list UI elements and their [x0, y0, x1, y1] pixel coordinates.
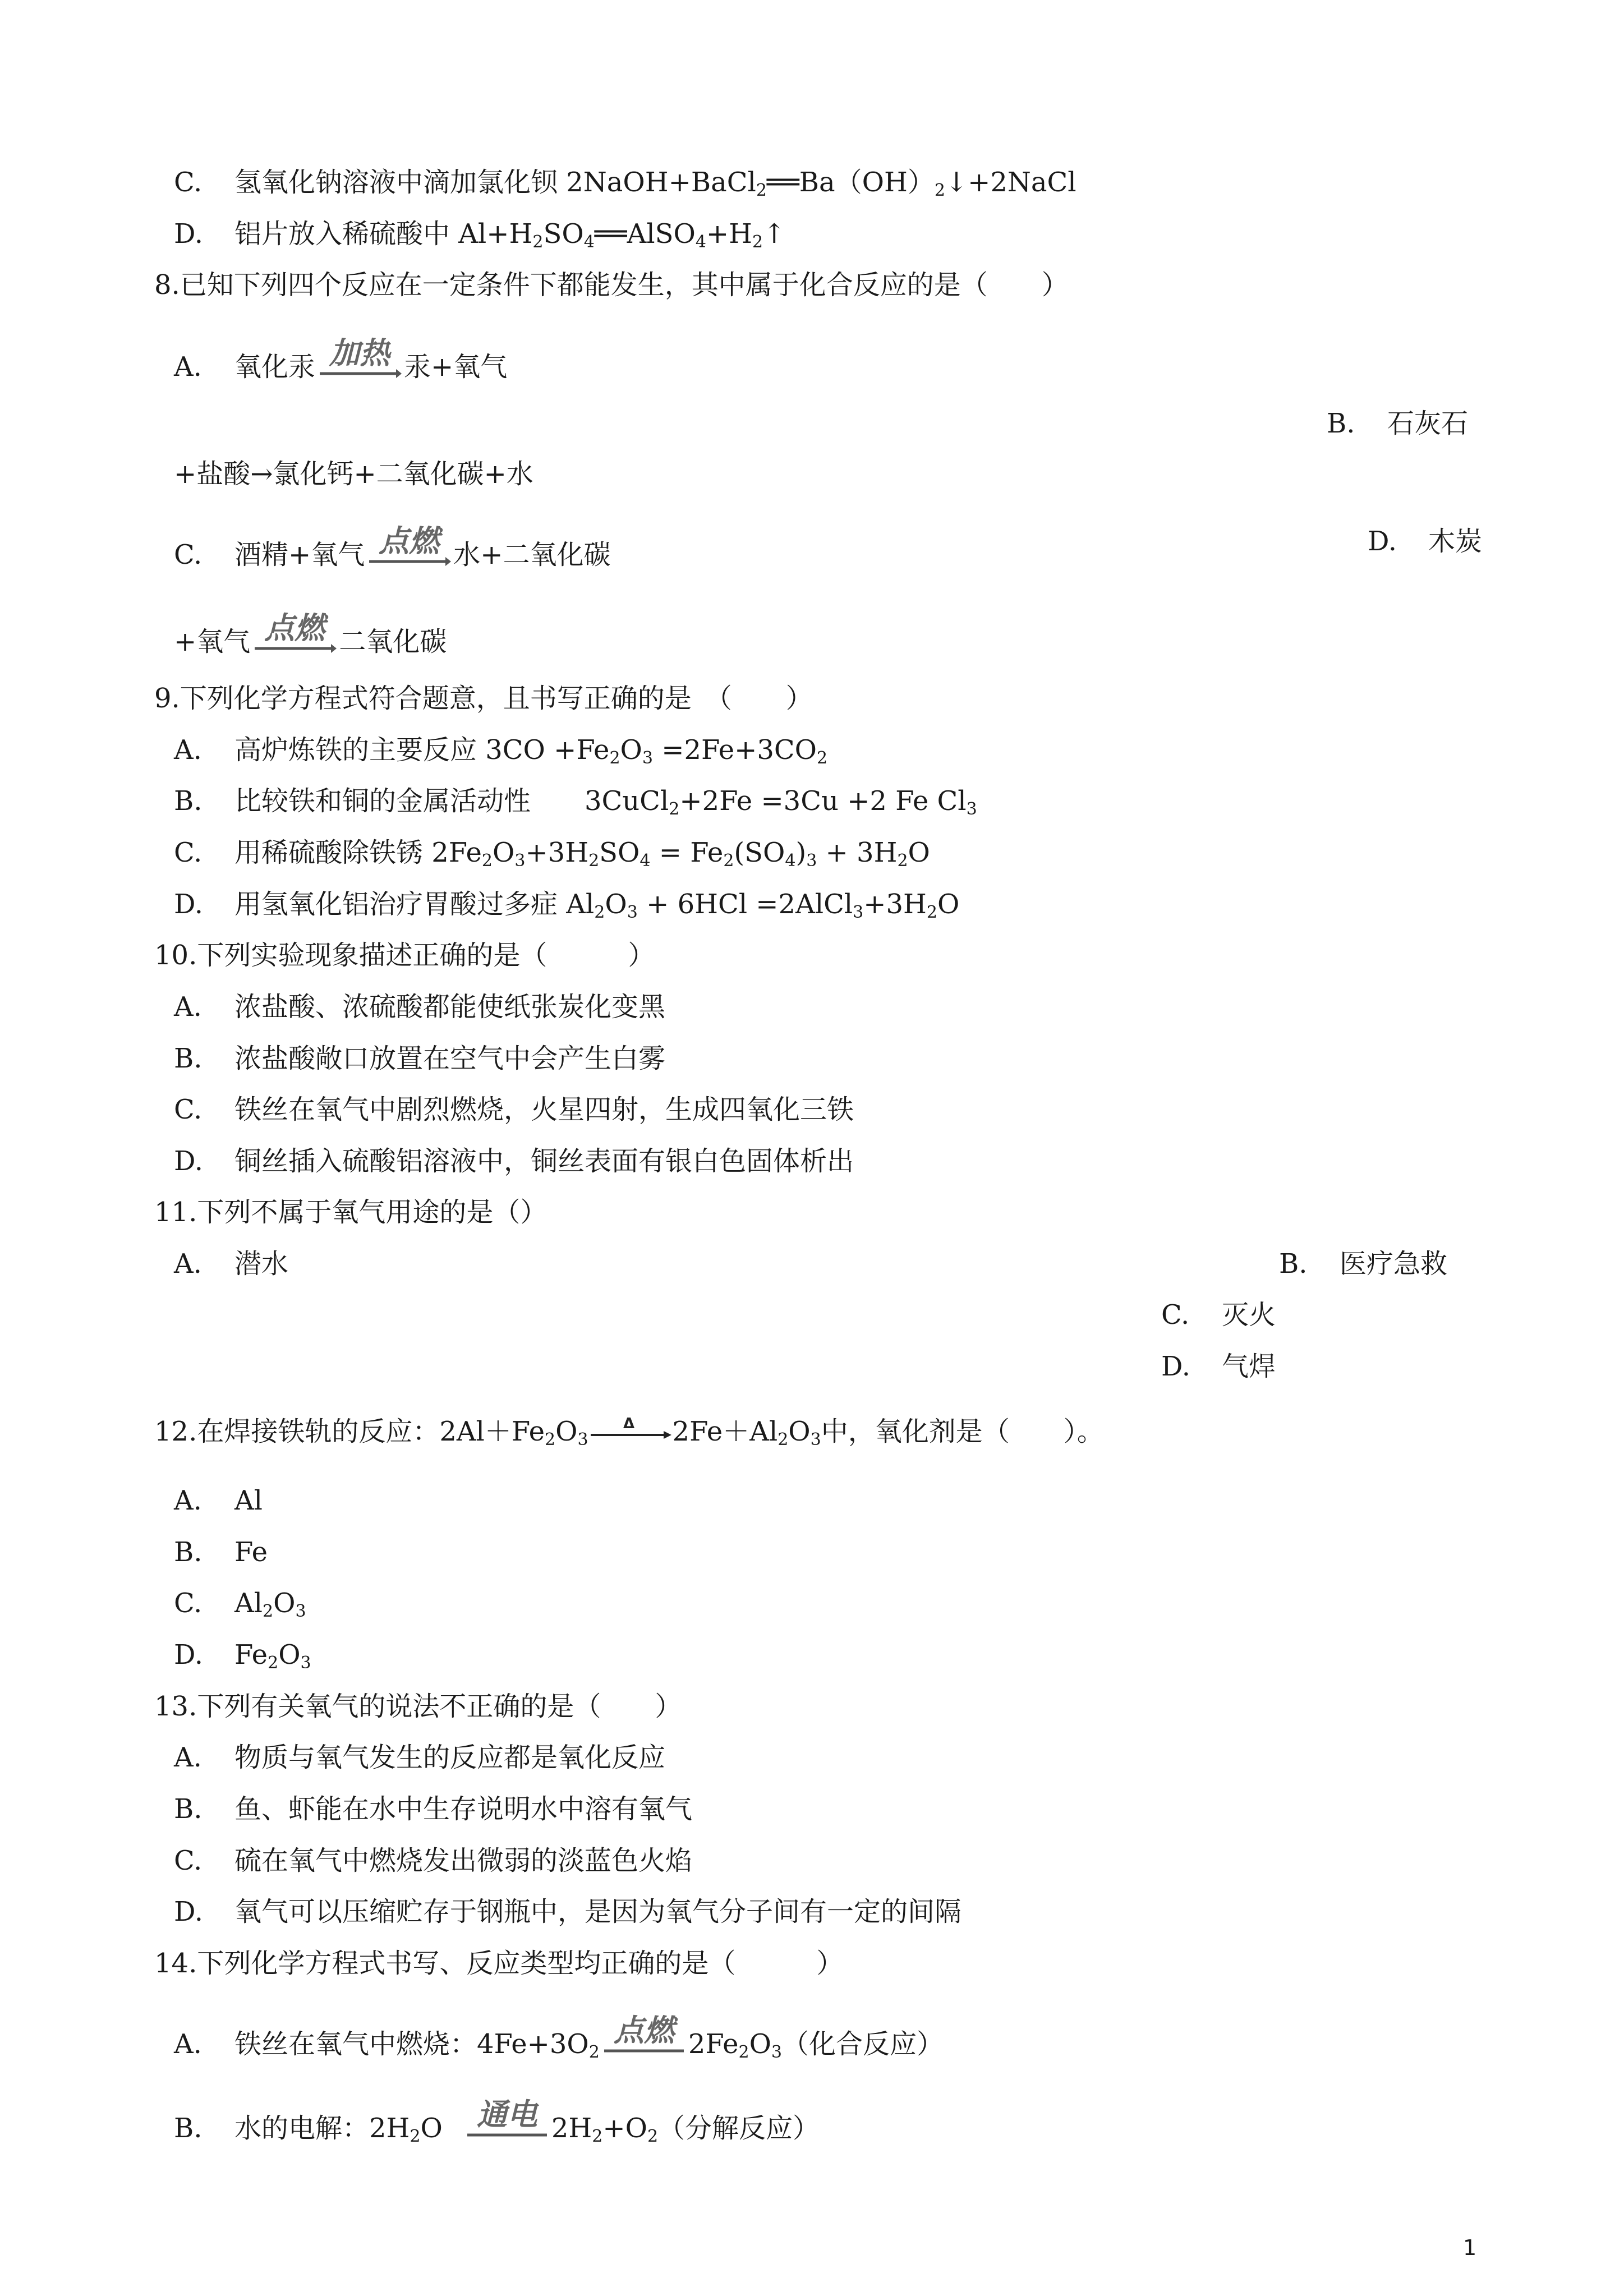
q12-option-a: [174, 1484, 263, 1517]
option-text: Al: [234, 1588, 263, 1619]
q9-stem: 9.下列化学方程式符合题意，且书写正确的是 （ ）: [154, 683, 813, 714]
q10-option-a: [174, 990, 665, 1024]
option-text: 比较铁和铜的金属活动性 3CuCl: [234, 785, 669, 817]
option-text: 木炭: [1428, 526, 1483, 557]
option-text: 浓盐酸敞口放置在空气中会产生白雾: [234, 1043, 666, 1074]
subscript: 2: [738, 2042, 749, 2062]
subscript: 3: [853, 903, 864, 922]
option-text: 水+二氧化碳: [453, 539, 611, 570]
q7-option-d: [174, 217, 785, 251]
option-text: 浓盐酸、浓硫酸都能使纸张炭化变黑: [234, 991, 666, 1023]
stem-text: O: [555, 1416, 578, 1447]
q11-option-b: [1279, 1247, 1447, 1281]
stem-text: O: [788, 1416, 811, 1447]
option-text: Al: [234, 1485, 263, 1516]
subscript: 2: [263, 1602, 274, 1621]
condition-text: 通电: [476, 2098, 537, 2132]
option-text: 水的电解：2H: [234, 2113, 410, 2144]
option-text: +3H: [863, 889, 927, 920]
condition-text: 加热: [329, 337, 390, 371]
option-label: D.: [174, 1145, 204, 1177]
option-text: Fe: [234, 1536, 268, 1568]
q8-option-c: [174, 524, 610, 572]
subscript: 2: [723, 851, 734, 871]
subscript: 2: [532, 232, 544, 252]
stem-text: 中，氧化剂是（ ）。: [821, 1416, 1104, 1447]
option-text: 酒精+氧气: [234, 539, 365, 570]
q10-option-c: [174, 1093, 854, 1126]
subscript: 2: [609, 748, 620, 768]
option-text: 用稀硫酸除铁锈 2Fe: [234, 837, 482, 868]
option-label: C.: [174, 1845, 203, 1876]
option-label: B.: [174, 1793, 203, 1825]
q13-option-d: [174, 1895, 961, 1929]
q9-option-c: [174, 836, 930, 869]
q12-option-c: [174, 1586, 306, 1620]
option-label: A.: [174, 991, 202, 1023]
reaction-condition-ignite: [252, 611, 337, 656]
option-text: 医疗急救: [1340, 1248, 1448, 1280]
subscript: 3: [810, 1430, 821, 1450]
subscript: 2: [592, 2127, 603, 2146]
subscript: 3: [627, 903, 638, 922]
option-text: +3H: [525, 837, 589, 868]
option-text: Fe: [234, 1639, 268, 1671]
option-label: C.: [174, 167, 203, 198]
option-text: 鱼、虾能在水中生存说明水中溶有氧气: [234, 1793, 693, 1825]
option-label: A.: [174, 1485, 202, 1516]
stem-text: 12.在焊接铁轨的反应：2Al＋Fe: [154, 1416, 545, 1447]
page-number: 1: [1463, 2235, 1477, 2260]
stem-text: 2Fe＋Al: [672, 1416, 778, 1447]
option-text: 氧化汞: [234, 351, 316, 383]
option-text: 气焊: [1222, 1351, 1276, 1382]
q14-stem: 14.下列化学方程式书写、反应类型均正确的是（ ）: [154, 1948, 844, 1979]
option-text: +2Fe =3Cu +2 Fe Cl: [679, 785, 967, 817]
option-text: ↑: [763, 218, 786, 250]
option-text: 灭火: [1222, 1299, 1276, 1331]
subscript: 3: [514, 851, 526, 871]
option-label: A.: [174, 2028, 202, 2060]
q11-stem: 11.下列不属于氧气用途的是（）: [154, 1197, 548, 1228]
subscript: 2: [926, 903, 937, 922]
q13-option-b: [174, 1792, 692, 1826]
option-label: B.: [174, 785, 203, 817]
q10-option-d: [174, 1144, 854, 1178]
q10-option-b: [174, 1042, 665, 1075]
q8-option-b-continued: +盐酸→氯化钙+二氧化碳+水: [174, 458, 533, 490]
option-label: C.: [174, 837, 203, 868]
q8-option-d-continued: [174, 611, 447, 659]
option-label: A.: [174, 1742, 202, 1773]
q9-option-a: [174, 733, 827, 767]
option-label: B.: [1279, 1248, 1308, 1280]
condition-text: 点燃: [264, 611, 325, 646]
subscript: 4: [695, 232, 706, 252]
option-text: (SO: [734, 837, 785, 868]
option-text: 2H: [551, 2113, 592, 2144]
option-label: C.: [1161, 1299, 1190, 1331]
subscript: 2: [669, 799, 680, 819]
condition-text: Δ: [623, 1415, 634, 1432]
option-text: 2Fe: [688, 2028, 739, 2060]
subscript: 2: [481, 851, 493, 871]
q9-option-b: [174, 784, 977, 818]
subscript: 2: [897, 851, 908, 871]
option-text: 铁丝在氧气中燃烧：4Fe+3O: [234, 2028, 589, 2060]
option-text: + 3H: [817, 837, 898, 868]
option-text: O: [908, 837, 930, 868]
q11-option-c: [1161, 1298, 1276, 1332]
option-text: ══Ba（OH）: [766, 167, 935, 198]
q8-option-b: [1327, 407, 1468, 440]
q13-option-a: [174, 1741, 665, 1774]
option-label: B.: [174, 1536, 203, 1568]
option-label: D.: [174, 1639, 204, 1671]
option-label: B.: [174, 2113, 203, 2144]
option-label: C.: [174, 1588, 203, 1619]
option-text: SO: [599, 837, 640, 868]
option-text: O: [492, 837, 515, 868]
option-label: C.: [174, 1094, 203, 1125]
subscript: 3: [295, 1602, 306, 1621]
q12-option-d: [174, 1638, 311, 1672]
reaction-condition-ignite: [367, 524, 451, 569]
option-text: 硫在氧气中燃烧发出微弱的淡蓝色火焰: [234, 1845, 693, 1876]
subscript: 2: [752, 232, 763, 252]
subscript: 2: [588, 2042, 600, 2062]
q12-stem: [154, 1415, 1104, 1452]
option-text: ↓+2NaCl: [945, 167, 1076, 198]
option-label: C.: [174, 539, 203, 570]
option-text: 氧气可以压缩贮存于钢瓶中，是因为氧气分子间有一定的间隔: [234, 1896, 962, 1927]
option-label: D.: [174, 1896, 204, 1927]
subscript: 3: [300, 1653, 311, 1673]
q9-option-d: [174, 887, 959, 921]
subscript: 3: [771, 2042, 783, 2062]
q13-option-c: [174, 1844, 692, 1878]
subscript: 3: [642, 748, 653, 768]
option-text: 石灰石: [1387, 408, 1469, 439]
q8-stem: 8.已知下列四个反应在一定条件下都能发生，其中属于化合反应的是（ ）: [154, 269, 1069, 301]
option-label: A.: [174, 351, 202, 383]
q8-option-a: [174, 337, 507, 384]
q14-option-b: [174, 2098, 820, 2145]
option-text: 铝片放入稀硫酸中 Al+H: [234, 218, 533, 250]
option-label: D.: [1368, 526, 1397, 557]
q11-option-a: [174, 1247, 288, 1281]
option-text: O: [420, 2113, 443, 2144]
option-text: O: [749, 2028, 771, 2060]
subscript: 4: [640, 851, 651, 871]
subscript: 2: [410, 2127, 421, 2146]
option-text: +O: [602, 2113, 647, 2144]
subscript: 2: [816, 748, 828, 768]
option-text: 氢氧化钠溶液中滴加氯化钡 2NaOH+BaCl: [234, 167, 756, 198]
option-label: A.: [174, 734, 202, 766]
reaction-arrow-heat: [588, 1416, 673, 1452]
subscript: 2: [756, 181, 767, 200]
option-text: ): [795, 837, 807, 868]
subscript: 2: [588, 851, 600, 871]
option-text: 物质与氧气发生的反应都是氧化反应: [234, 1742, 666, 1773]
option-label: D.: [174, 889, 204, 920]
option-text: （分解反应）: [658, 2113, 820, 2144]
option-text: 高炉炼铁的主要反应 3CO +Fe: [234, 734, 610, 766]
option-text: = Fe: [650, 837, 724, 868]
option-text: 汞+氧气: [404, 351, 508, 383]
subscript: 3: [966, 799, 977, 819]
condition-text: 点燃: [379, 524, 440, 559]
subscript: 2: [544, 1430, 556, 1450]
option-label: D.: [1161, 1351, 1191, 1382]
subscript: 2: [778, 1430, 789, 1450]
option-text: （化合反应）: [782, 2028, 944, 2060]
q12-option-b: [174, 1535, 268, 1569]
reaction-condition-heat: [318, 337, 402, 381]
option-text: 铜丝插入硫酸铝溶液中，铜丝表面有银白色固体析出: [234, 1145, 854, 1177]
option-label: B.: [1327, 408, 1355, 439]
option-label: B.: [174, 1043, 203, 1074]
subscript: 4: [785, 851, 796, 871]
option-text: =2Fe+3CO: [653, 734, 817, 766]
option-text: O: [278, 1639, 301, 1671]
option-text: O: [605, 889, 627, 920]
option-text: 铁丝在氧气中剧烈燃烧，火星四射，生成四氧化三铁: [234, 1094, 854, 1125]
condition-text: 点燃: [613, 2014, 674, 2048]
option-text: O: [937, 889, 960, 920]
q11-option-d: [1161, 1350, 1276, 1383]
option-text: O: [273, 1588, 296, 1619]
subscript: 2: [268, 1653, 279, 1673]
option-text: +H: [706, 218, 752, 250]
subscript: 2: [647, 2127, 659, 2146]
option-label: D.: [174, 218, 204, 250]
reaction-condition-ignite: [602, 2014, 686, 2059]
subscript: 3: [806, 851, 817, 871]
subscript: 4: [583, 232, 595, 252]
option-text: +氧气: [174, 626, 251, 657]
option-text: O: [620, 734, 642, 766]
q10-stem: 10.下列实验现象描述正确的是（ ）: [154, 940, 655, 971]
option-text: 用氢氧化铝治疗胃酸过多症 Al: [234, 889, 595, 920]
q14-option-a: [174, 2014, 944, 2061]
reaction-condition-electrolysis: [465, 2098, 549, 2143]
option-text: ══AlSO: [594, 218, 696, 250]
option-text: 二氧化碳: [339, 626, 447, 657]
option-label: A.: [174, 1248, 202, 1280]
q13-stem: 13.下列有关氧气的说法不正确的是（ ）: [154, 1691, 682, 1722]
option-text: + 6HCl =2AlCl: [637, 889, 853, 920]
subscript: 2: [594, 903, 605, 922]
q7-option-c: [174, 165, 1076, 199]
option-text: 潜水: [234, 1248, 289, 1280]
option-text: SO: [543, 218, 584, 250]
q8-option-d: [1368, 524, 1482, 558]
subscript: 2: [934, 181, 945, 200]
subscript: 3: [577, 1430, 588, 1450]
